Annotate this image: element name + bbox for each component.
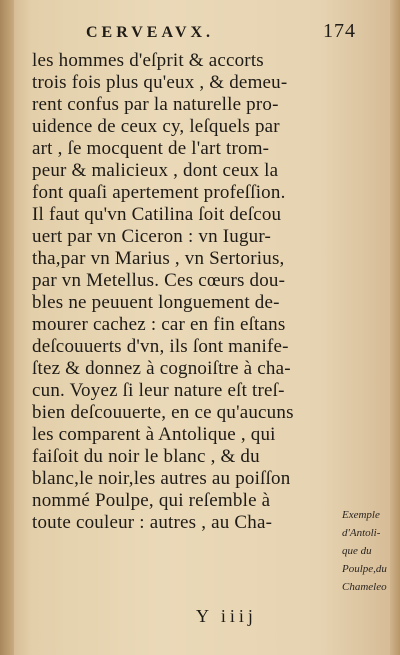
text-line: deſcouuerts d'vn, ils ſont manife- — [32, 336, 289, 357]
text-line: nommé Poulpe, qui reſemble à — [32, 490, 271, 511]
text-line: rent confus par la naturelle pro- — [32, 94, 279, 115]
page-number: 174 — [323, 20, 356, 42]
text-line: peur & malicieux , dont ceux la — [32, 160, 279, 181]
page-gutter — [0, 0, 14, 655]
text-line: art , ſe mocquent de l'art trom- — [32, 138, 270, 159]
text-line: Il faut qu'vn Catilina ſoit deſcou — [32, 204, 282, 225]
text-line: trois fois plus qu'eux , & demeu- — [32, 72, 288, 93]
text-line: mourer cachez : car en fin eſtans — [32, 314, 286, 335]
text-line: uert par vn Ciceron : vn Iugur- — [32, 226, 272, 247]
signature-mark: Y iiij — [196, 606, 257, 626]
running-title: CERVEAVX. — [86, 24, 215, 41]
text-line: blanc,le noir,les autres au poiſſon — [32, 468, 291, 489]
text-line: par vn Metellus. Ces cœurs dou- — [32, 270, 286, 291]
text-line: uidence de ceux cy, leſquels par — [32, 116, 280, 137]
text-line: faiſoit du noir le blanc , & du — [32, 446, 260, 467]
body-text — [32, 50, 362, 534]
text-line: ſtez & donnez à cognoiſtre à cha- — [32, 358, 291, 379]
margin-note-line: Poulpe,du — [342, 563, 387, 575]
text-line: les hommes d'eſprit & accorts — [32, 50, 264, 71]
margin-note-line: Chameleo — [342, 581, 387, 593]
text-line: toute couleur : autres , au Cha- — [32, 512, 273, 533]
text-line: cun. Voyez ſi leur nature eſt treſ- — [32, 380, 285, 401]
page-header — [36, 20, 356, 46]
margin-note-line: d'Antoli- — [342, 527, 381, 539]
text-line: les comparent à Antolique , qui — [32, 424, 276, 445]
text-line: bien deſcouuerte, en ce qu'aucuns — [32, 402, 294, 423]
margin-note-line: que du — [342, 545, 372, 557]
margin-notes — [342, 506, 396, 596]
text-line: font quaſi apertement profeſſion. — [32, 182, 286, 203]
text-line: tha,par vn Marius , vn Sertorius, — [32, 248, 285, 269]
margin-note-line: Exemple — [342, 509, 380, 521]
text-line: bles ne peuuent longuement de- — [32, 292, 280, 313]
